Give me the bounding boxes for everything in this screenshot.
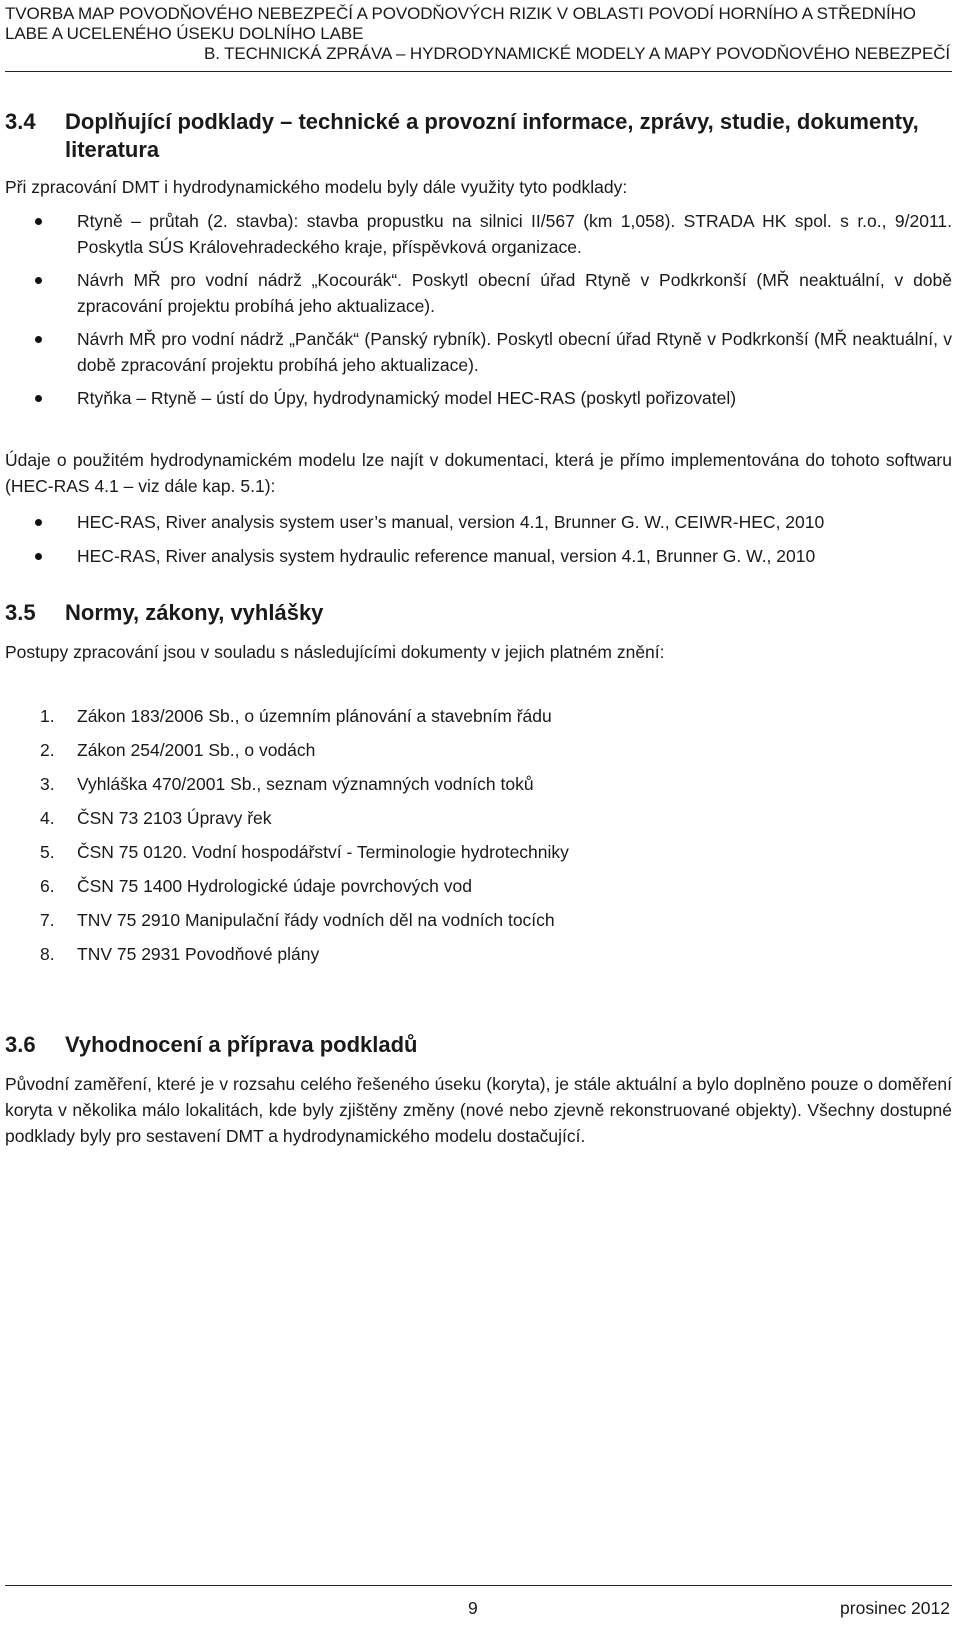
section-number: 3.5: [5, 600, 36, 625]
list-item: [5, 208, 952, 260]
list-number: 3.: [40, 774, 55, 794]
header-title-line-2: LABE A UCELENÉHO ÚSEKU DOLNÍHO LABE: [5, 24, 364, 43]
list-item: [5, 703, 952, 729]
bullet-icon: [35, 218, 42, 225]
list-item-text: HEC-RAS, River analysis system user’s manual, version 4.1, Brunner G. W., CEIWR-HEC, 2010: [77, 512, 825, 532]
list-item: [5, 873, 952, 899]
page-footer: [5, 1585, 952, 1626]
section-3-6-heading: [5, 1031, 952, 1059]
list-item: [5, 267, 952, 319]
list-item: [5, 941, 952, 967]
sources-list: [5, 208, 952, 411]
list-item: [5, 385, 952, 411]
list-item-text: Vyhláška 470/2001 Sb., seznam významných vodních toků: [77, 774, 534, 794]
list-item-text: Rtyně – průtah (2. stavba): stavba propustku na silnici II/567 (km 1,058). STRADA HK spol. s r.o., 9/2011. Poskytla SÚS Královehradeckého kraje, příspěvková organizace.: [77, 211, 952, 257]
bullet-icon: [35, 553, 42, 560]
list-number: 6.: [40, 876, 55, 896]
norms-list: [5, 703, 952, 967]
section-number: 3.6: [5, 1032, 36, 1057]
bullet-icon: [35, 519, 42, 526]
bullet-icon: [35, 336, 42, 343]
section-3-4-paragraph: Údaje o použitém hydrodynamickém modelu lze najít v dokumentaci, která je přímo implementována do tohoto softwaru (HEC-RAS 4.1 – viz dále kap. 5.1):: [5, 450, 952, 496]
list-item-text: Návrh MŘ pro vodní nádrž „Kocourák“. Poskytl obecní úřad Rtyně v Podkrkonší (MŘ neaktuální, v době zpracování projektu probíhá jeho aktualizace).: [77, 270, 952, 316]
header-subtitle: B. TECHNICKÁ ZPRÁVA – HYDRODYNAMICKÉ MODELY A MAPY POVODŇOVÉHO NEBEZPEČÍ: [203, 44, 950, 63]
list-item-text: TNV 75 2910 Manipulační řády vodních děl na vodních tocích: [77, 910, 555, 930]
section-3-5-intro: Postupy zpracování jsou v souladu s následujícími dokumenty v jejich platném znění:: [5, 642, 665, 662]
list-number: 4.: [40, 808, 55, 828]
bullet-icon: [35, 277, 42, 284]
list-number: 1.: [40, 706, 55, 726]
page-number: 9: [468, 1598, 478, 1618]
list-item-text: ČSN 75 0120. Vodní hospodářství - Terminologie hydrotechniky: [77, 842, 569, 862]
list-item: [5, 326, 952, 378]
section-number: 3.4: [5, 109, 36, 134]
section-3-4-heading: [5, 108, 952, 164]
section-3-4-intro: Při zpracování DMT i hydrodynamického modelu byly dále využity tyto podklady:: [5, 177, 628, 197]
list-item: [5, 907, 952, 933]
section-title: Doplňující podklady – technické a provozní informace, zprávy, studie, dokumenty, literatura: [65, 109, 919, 162]
section-title: Normy, zákony, vyhlášky: [65, 600, 324, 625]
page-header: [5, 0, 952, 64]
list-item-text: ČSN 75 1400 Hydrologické údaje povrchových vod: [77, 876, 472, 896]
list-item: [5, 805, 952, 831]
section-3-5-heading: [5, 599, 952, 627]
list-item-text: Návrh MŘ pro vodní nádrž „Pančák“ (Panský rybník). Poskytl obecní úřad Rtyně v Podkrkonší (MŘ neaktuální, v době zpracování projektu probíhá jeho aktualizace).: [77, 329, 952, 375]
list-item: [5, 771, 952, 797]
footer-date: prosinec 2012: [840, 1598, 950, 1618]
list-item-text: Rtyňka – Rtyně – ústí do Úpy, hydrodynamický model HEC-RAS (poskytl pořizovatel): [77, 388, 737, 408]
list-item-text: TNV 75 2931 Povodňové plány: [77, 944, 320, 964]
list-item-text: HEC-RAS, River analysis system hydraulic reference manual, version 4.1, Brunner G. W., 2010: [77, 546, 816, 566]
list-item-text: ČSN 73 2103 Úpravy řek: [77, 808, 272, 828]
list-number: 8.: [40, 944, 55, 964]
header-divider: [5, 71, 952, 72]
section-title: Vyhodnocení a příprava podkladů: [65, 1032, 418, 1057]
manuals-list: [5, 509, 952, 569]
list-item: [5, 509, 952, 535]
header-title-line-1: TVORBA MAP POVODŇOVÉHO NEBEZPEČÍ A POVODŇOVÝCH RIZIK V OBLASTI POVODÍ HORNÍHO A STŘEDNÍHO: [5, 4, 916, 23]
list-item: [5, 543, 952, 569]
section-3-6-paragraph: Původní zaměření, které je v rozsahu celého řešeného úseku (koryta), je stále aktuální a bylo doplněno pouze o doměření koryta v několika málo lokalitách, kde byly zjištěny změny (nové nebo zjevně rekonstruované objekty). Všechny dostupné podklady byly pro sestavení DMT a hydrodynamického modelu dostačující.: [5, 1074, 952, 1146]
list-item-text: Zákon 183/2006 Sb., o územním plánování a stavebním řádu: [77, 706, 552, 726]
list-number: 7.: [40, 910, 55, 930]
list-item: [5, 737, 952, 763]
list-number: 2.: [40, 740, 55, 760]
list-item: [5, 839, 952, 865]
bullet-icon: [35, 395, 42, 402]
list-number: 5.: [40, 842, 55, 862]
list-item-text: Zákon 254/2001 Sb., o vodách: [77, 740, 316, 760]
